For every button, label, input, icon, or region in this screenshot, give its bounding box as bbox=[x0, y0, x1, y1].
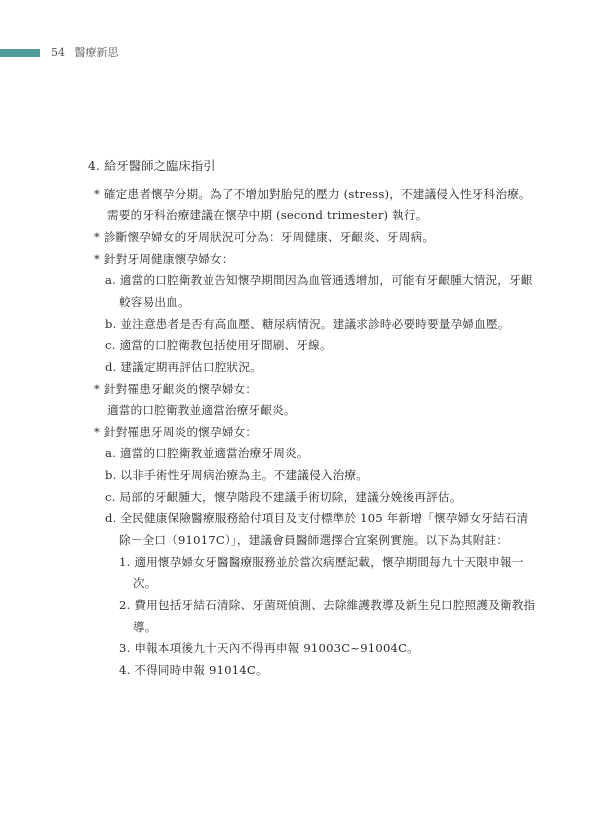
page-header bbox=[51, 46, 119, 60]
paragraph-line: 4. 不得同時申報 91014C。 bbox=[119, 663, 268, 677]
paragraph-line: d. 建議定期再評估口腔狀況。 bbox=[105, 360, 262, 374]
paragraph-line: c. 局部的牙齦腫大，懷孕階段不建議手術切除，建議分娩後再評估。 bbox=[105, 490, 462, 504]
paragraph-line: a. 適當的口腔衛教並告知懷孕期間因為血管通透增加，可能有牙齦腫大情況，牙齦 bbox=[105, 273, 533, 287]
page-number: 54 bbox=[51, 46, 65, 59]
running-title: 醫療新思 bbox=[74, 46, 119, 59]
paragraph-line: b. 並注意患者是否有高血壓、糖尿病情況。建議求診時必要時要量孕婦血壓。 bbox=[105, 317, 510, 331]
paragraph-line: c. 適當的口腔衛教包括使用牙間刷、牙線。 bbox=[105, 338, 332, 352]
paragraph-line: 3. 申報本項後九十天內不得再申報 91003C~91004C。 bbox=[119, 641, 419, 655]
paragraph-line: * 確定患者懷孕分期。為了不增加對胎兒的壓力 (stress)，不建議侵入性牙科治療。 bbox=[94, 187, 531, 201]
paragraph-line: 次。 bbox=[133, 576, 157, 590]
paragraph-line: 適當的口腔衛教並適當治療牙齦炎。 bbox=[107, 403, 296, 417]
paragraph-line: 2. 費用包括牙結石清除、牙菌斑偵測、去除維護教導及新生兒口腔照護及衛教指 bbox=[119, 598, 536, 612]
paragraph-line: 除－全口（91017C）」，建議會員醫師選擇合宜案例實施。以下為其附註： bbox=[119, 533, 509, 547]
section-heading: 4. 給牙醫師之臨床指引 bbox=[88, 159, 216, 173]
paragraph-line: 需要的牙科治療建議在懷孕中期 (second trimester) 執行。 bbox=[107, 208, 428, 222]
paragraph-line: * 針對牙周健康懷孕婦女： bbox=[94, 252, 234, 266]
paragraph-line: d. 全民健康保險醫療服務給付項目及支付標準於 105 年新增「懷孕婦女牙結石清 bbox=[105, 511, 529, 525]
paragraph-line: * 針對罹患牙周炎的懷孕婦女： bbox=[94, 425, 258, 439]
paragraph-line: 導。 bbox=[133, 620, 157, 634]
paragraph-line: * 針對罹患牙齦炎的懷孕婦女： bbox=[94, 382, 258, 396]
paragraph-line: * 診斷懷孕婦女的牙周狀況可分為：牙周健康、牙齦炎、牙周病。 bbox=[94, 230, 435, 244]
paragraph-line: 1. 適用懷孕婦女牙醫醫療服務並於當次病歷記載，懷孕期間每九十天限申報一 bbox=[119, 555, 524, 569]
paragraph-line: a. 適當的口腔衛教並適當治療牙周炎。 bbox=[105, 446, 309, 460]
paragraph-line: 較容易出血。 bbox=[119, 295, 190, 309]
paragraph-line: b. 以非手術性牙周病治療為主。不建議侵入治療。 bbox=[105, 468, 369, 482]
header-accent-bar bbox=[0, 49, 40, 57]
